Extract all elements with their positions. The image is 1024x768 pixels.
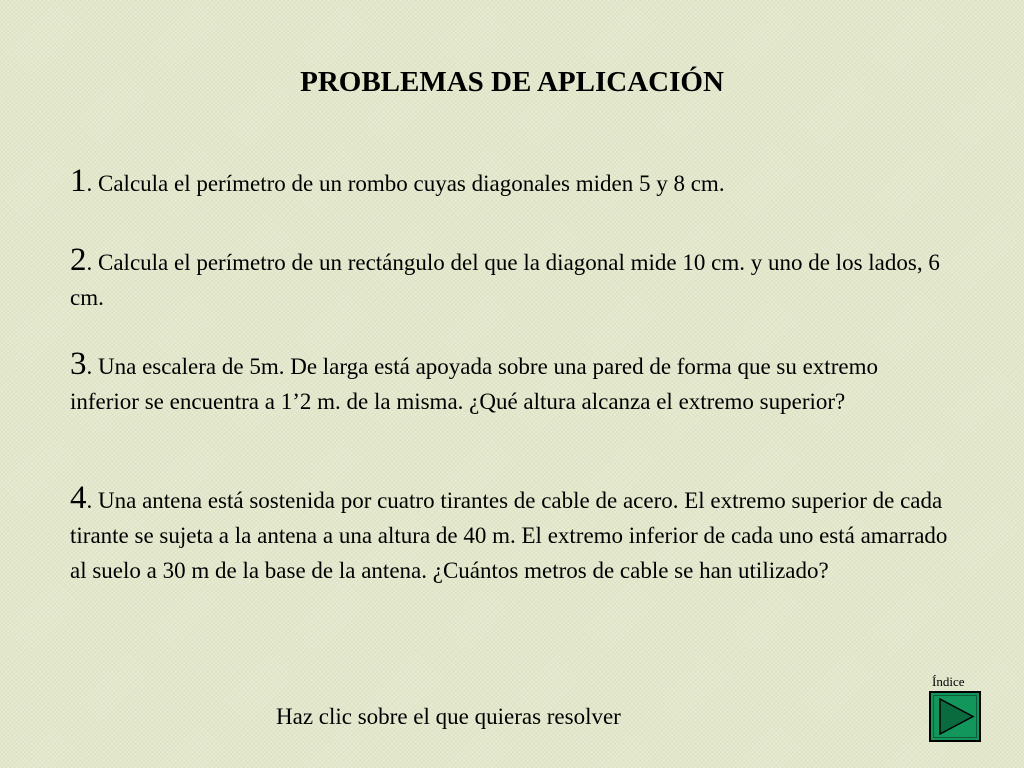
problem-number: 4 bbox=[70, 480, 87, 516]
problem-3[interactable] bbox=[70, 347, 950, 419]
problem-text: . Calcula el perímetro de un rombo cuyas diagonales miden 5 y 8 cm. bbox=[86, 171, 725, 196]
problem-text: . Una escalera de 5m. De larga está apoyada sobre una pared de forma que su extremo inferior se encuentra a 1’2 m. de la misma. ¿Qué altura alcanza el extremo superior? bbox=[70, 354, 878, 414]
index-button[interactable] bbox=[929, 691, 981, 742]
page-title: PROBLEMAS DE APLICACIÓN bbox=[300, 66, 724, 98]
problem-1[interactable] bbox=[70, 164, 950, 201]
instruction-text: Haz clic sobre el que quieras resolver bbox=[276, 704, 621, 729]
problem-number: 2 bbox=[70, 242, 87, 278]
problem-4[interactable] bbox=[70, 481, 950, 588]
problem-number: 1 bbox=[70, 163, 87, 199]
index-label: Índice bbox=[932, 674, 965, 689]
problem-text: . Calcula el perímetro de un rectángulo del que la diagonal mide 10 cm. y uno de los lados, 6 cm. bbox=[70, 250, 940, 310]
problem-number: 3 bbox=[70, 346, 87, 382]
play-arrow-icon bbox=[931, 693, 979, 740]
problem-2[interactable] bbox=[70, 243, 950, 315]
problem-text: . Una antena está sostenida por cuatro tirantes de cable de acero. El extremo superior de cada tirante se sujeta a la antena a una altura de 40 m. El extremo inferior de cada uno está amarrado al suelo a 30 m de la base de la antena. ¿Cuántos metros de cable se han utilizado? bbox=[70, 488, 948, 583]
